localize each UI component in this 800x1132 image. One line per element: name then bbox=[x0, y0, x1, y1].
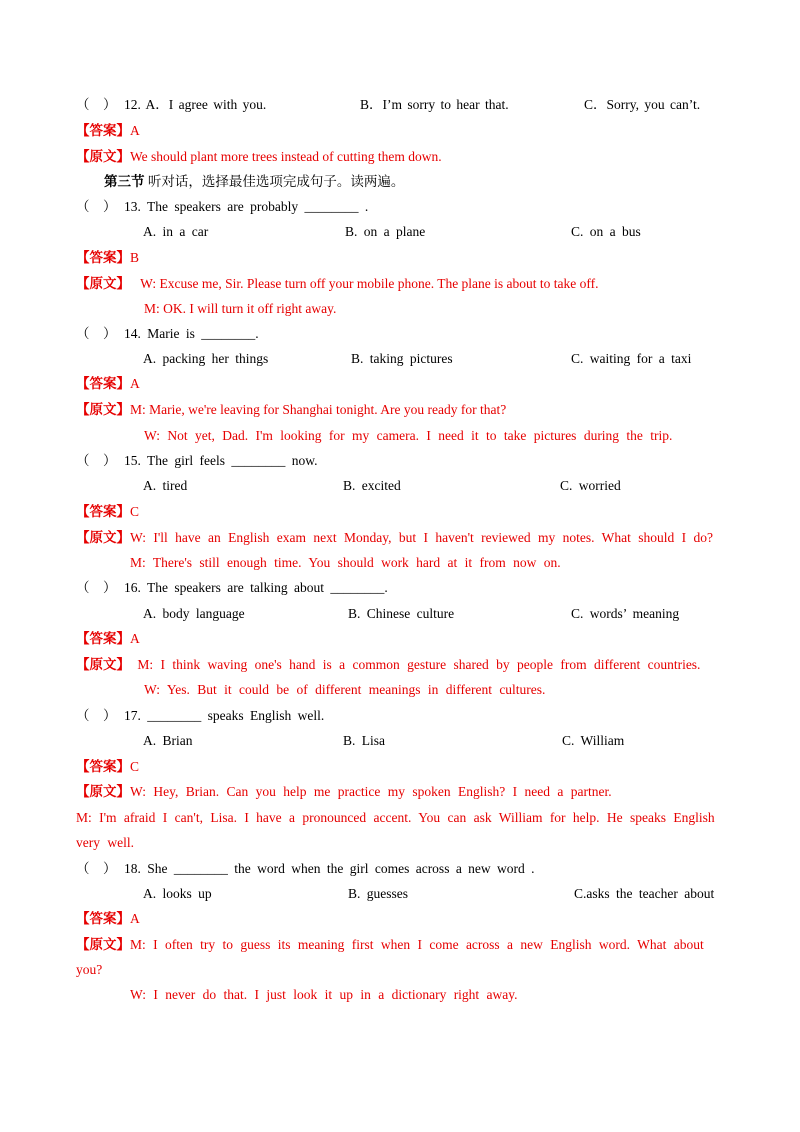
q18-answer-row bbox=[76, 911, 140, 927]
q17-script-line: W: Hey, Brian. Can you help me practice my spoken English? I need a partner. bbox=[130, 784, 612, 799]
q18-option-b: B. guesses bbox=[348, 886, 408, 901]
q14-script-row bbox=[76, 402, 506, 418]
q16-answer-row bbox=[76, 631, 140, 647]
q12-paren: （ ） bbox=[76, 97, 117, 112]
script-tag: 【原文】 bbox=[76, 402, 130, 417]
q18-script-line: you? bbox=[76, 962, 103, 977]
q13-paren: （ ） bbox=[76, 199, 117, 214]
answer-tag: 【答案】 bbox=[76, 250, 130, 265]
q16-script-line: M: I think waving one's hand is a common gesture shared by people from different countries. bbox=[137, 657, 701, 672]
q16-answer: A bbox=[130, 631, 140, 646]
q18-answer: A bbox=[130, 911, 140, 926]
q18-option-a: A. looks up bbox=[143, 886, 212, 901]
q17-answer-row bbox=[76, 759, 139, 775]
script-tag: 【原文】 bbox=[76, 149, 130, 164]
q14-answer-row bbox=[76, 376, 140, 392]
section-instruction: 听对话，选择最佳选项完成句子。读两遍。 bbox=[147, 174, 405, 189]
q13-answer-row bbox=[76, 250, 139, 266]
q15-script-line: M: There's still enough time. You should work hard at it from now on. bbox=[130, 555, 561, 570]
script-tag: 【原文】 bbox=[76, 530, 130, 545]
q16-option-c: C. words’ meaning bbox=[571, 606, 680, 621]
q17-option-c: C. William bbox=[562, 733, 625, 748]
section-header bbox=[104, 174, 404, 190]
q18-option-c: C.asks the teacher about bbox=[574, 886, 715, 901]
answer-tag: 【答案】 bbox=[76, 123, 130, 138]
q12-script-line: We should plant more trees instead of cutting them down. bbox=[130, 149, 442, 164]
q13-option-a: A. in a car bbox=[143, 224, 209, 239]
q14-stem: 14. Marie is ________. bbox=[124, 326, 259, 341]
q17-option-a: A. Brian bbox=[143, 733, 193, 748]
q16-paren: （ ） bbox=[76, 580, 117, 595]
q15-script-line: W: I'll have an English exam next Monday, but I haven't reviewed my notes. What should I do? bbox=[130, 530, 713, 545]
script-tag: 【原文】 bbox=[76, 657, 130, 672]
q13-answer: B bbox=[130, 250, 140, 265]
answer-tag: 【答案】 bbox=[76, 631, 130, 646]
q17-script-line: M: I'm afraid I can't, Lisa. I have a pronounced accent. You can ask William for help. He speaks English bbox=[76, 810, 715, 825]
q15-script-row bbox=[76, 530, 713, 546]
q15-paren: （ ） bbox=[76, 453, 117, 468]
q14-script-line: M: Marie, we're leaving for Shanghai tonight. Are you ready for that? bbox=[130, 402, 507, 417]
q17-script-line: very well. bbox=[76, 835, 134, 850]
q14-script-line: W: Not yet, Dad. I'm looking for my camera. I need it to take pictures during the trip. bbox=[144, 428, 673, 443]
q18-paren: （ ） bbox=[76, 861, 117, 876]
q16-option-a: A. body language bbox=[143, 606, 245, 621]
q16-script-row bbox=[76, 657, 700, 673]
q18-script-line: M: I often try to guess its meaning first when I come across a new English word. What about bbox=[130, 937, 704, 952]
q12-script-row bbox=[76, 149, 442, 165]
q14-option-c: C. waiting for a taxi bbox=[571, 351, 692, 366]
section-title: 第三节 bbox=[104, 174, 145, 189]
q18-script-row bbox=[76, 937, 704, 953]
q17-option-b: B. Lisa bbox=[343, 733, 385, 748]
q13-script-line: W: Excuse me, Sir. Please turn off your mobile phone. The plane is about to take off. bbox=[140, 276, 599, 291]
script-tag: 【原文】 bbox=[76, 784, 130, 799]
q13-script-line: M: OK. I will turn it off right away. bbox=[144, 301, 337, 316]
q16-option-b: B. Chinese culture bbox=[348, 606, 455, 621]
q15-option-a: A. tired bbox=[143, 478, 188, 493]
answer-tag: 【答案】 bbox=[76, 376, 130, 391]
q14-answer: A bbox=[130, 376, 140, 391]
q18-stem: 18. She ________ the word when the girl comes across a new word . bbox=[124, 861, 535, 876]
q13-option-b: B. on a plane bbox=[345, 224, 426, 239]
answer-tag: 【答案】 bbox=[76, 759, 130, 774]
q15-stem: 15. The girl feels ________ now. bbox=[124, 453, 318, 468]
q15-answer: C bbox=[130, 504, 140, 519]
q15-option-b: B. excited bbox=[343, 478, 401, 493]
script-tag: 【原文】 bbox=[76, 276, 130, 291]
q12-answer-row bbox=[76, 123, 140, 139]
q16-stem: 16. The speakers are talking about ________. bbox=[124, 580, 388, 595]
answer-tag: 【答案】 bbox=[76, 504, 130, 519]
q13-option-c: C. on a bus bbox=[571, 224, 641, 239]
q13-stem: 13. The speakers are probably ________ . bbox=[124, 199, 369, 214]
q16-script-line: W: Yes. But it could be of different meanings in different cultures. bbox=[144, 682, 546, 697]
q17-stem: 17. ________ speaks English well. bbox=[124, 708, 325, 723]
q13-script-row bbox=[76, 276, 599, 292]
answer-tag: 【答案】 bbox=[76, 911, 130, 926]
q17-answer: C bbox=[130, 759, 140, 774]
q17-paren: （ ） bbox=[76, 708, 117, 723]
q12-option-c: C．Sorry, you can’t. bbox=[584, 97, 701, 112]
q14-paren: （ ） bbox=[76, 326, 117, 341]
q15-answer-row bbox=[76, 504, 139, 520]
q12-answer: A bbox=[130, 123, 140, 138]
q17-script-row bbox=[76, 784, 612, 800]
q15-option-c: C. worried bbox=[560, 478, 621, 493]
q12-option-b: B．I’m sorry to hear that. bbox=[360, 97, 509, 112]
script-tag: 【原文】 bbox=[76, 937, 130, 952]
q14-option-a: A. packing her things bbox=[143, 351, 269, 366]
q12-option-a: 12. A．I agree with you. bbox=[124, 97, 267, 112]
q18-script-line: W: I never do that. I just look it up in a dictionary right away. bbox=[130, 987, 518, 1002]
q14-option-b: B. taking pictures bbox=[351, 351, 453, 366]
